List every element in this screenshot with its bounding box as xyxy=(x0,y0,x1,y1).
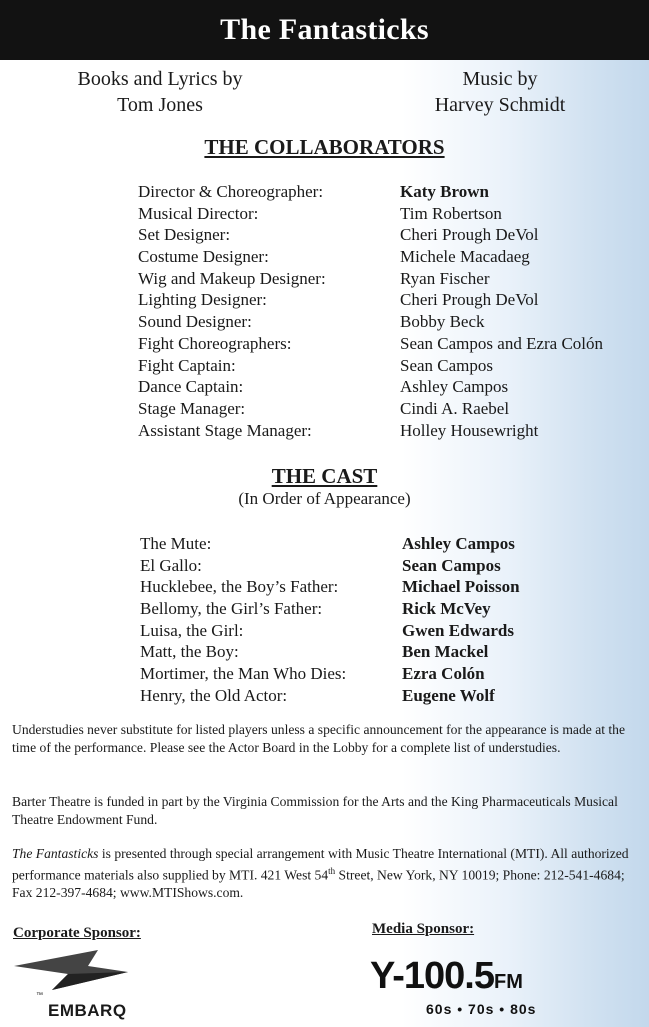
collaborator-name: Holley Housewright xyxy=(400,420,539,440)
collaborator-role: Director & Choreographer: xyxy=(138,182,324,201)
collaborator-name: Cindi A. Raebel xyxy=(400,398,510,418)
collaborator-row xyxy=(138,398,603,420)
collaborator-name: Cheri Prough DeVol xyxy=(400,290,539,310)
collaborator-row xyxy=(138,289,603,311)
cast-row xyxy=(140,663,520,685)
title-bar xyxy=(0,0,649,60)
collaborator-row xyxy=(138,181,603,203)
cast-role: Henry, the Old Actor: xyxy=(140,685,288,705)
collaborator-name: Ashley Campos xyxy=(400,377,509,397)
licensing-show-title: The Fantasticks xyxy=(12,846,99,861)
collaborator-role: Fight Captain: xyxy=(138,355,236,375)
collaborator-role: Stage Manager: xyxy=(138,398,246,418)
collaborator-row xyxy=(138,311,603,333)
cast-name: Sean Campos xyxy=(402,555,501,575)
collaborator-role: Fight Choreographers: xyxy=(138,333,292,353)
collaborator-name: Ryan Fischer xyxy=(400,268,490,288)
collaborator-row xyxy=(138,355,603,377)
collaborator-role: Dance Captain: xyxy=(138,377,244,397)
cast-role: Mortimer, the Man Who Dies: xyxy=(140,664,347,684)
collaborator-role: Assistant Stage Manager: xyxy=(138,420,312,440)
collaborators-list xyxy=(138,181,603,441)
radio-decades: 60s • 70s • 80s xyxy=(426,1001,537,1017)
collaborator-name: Cheri Prough DeVol xyxy=(400,225,539,245)
licensing-text-a: is presented through special arrangement with Music Theatre International (MTI). All authorized performance materials also supplied by MTI. 421 West 54 xyxy=(12,846,629,883)
licensing-note xyxy=(12,845,642,901)
collaborator-name: Tim Robertson xyxy=(400,203,502,223)
collaborators-heading: THE COLLABORATORS xyxy=(204,135,445,159)
collaborator-row xyxy=(138,376,603,398)
collaborator-name: Sean Campos xyxy=(400,355,494,375)
cast-role: Hucklebee, the Boy’s Father: xyxy=(140,577,339,597)
cast-role: Bellomy, the Girl’s Father: xyxy=(140,599,323,619)
collaborator-row xyxy=(138,203,603,225)
collaborator-role: Sound Designer: xyxy=(138,312,252,332)
music-label: Music by xyxy=(462,68,538,90)
corporate-sponsor-label: Corporate Sponsor: xyxy=(13,925,141,941)
radio-station-logo xyxy=(370,955,560,1021)
cast-role: The Mute: xyxy=(140,534,212,553)
understudies-note: Understudies never substitute for listed players unless a specific announcement for the appearance is made at the time of the performance. Please see the Actor Board in the Lobby for a complete list of understudies. xyxy=(12,722,626,755)
collaborator-role: Lighting Designer: xyxy=(138,290,267,310)
music-author: Harvey Schmidt xyxy=(434,94,566,116)
licensing-text-b: Street, New York, NY 10019; Phone: 212-541-4684; Fax 212-397-4684; www.MTIShows.com. xyxy=(12,867,625,900)
cast-role: Matt, the Boy: xyxy=(140,642,239,662)
collaborator-role: Wig and Makeup Designer: xyxy=(138,268,326,288)
collaborator-role: Costume Designer: xyxy=(138,247,269,267)
collaborator-row xyxy=(138,246,603,268)
radio-station-wordmark xyxy=(370,955,523,998)
collaborator-row xyxy=(138,333,603,355)
radio-station-name: Y-100.5 xyxy=(370,955,494,997)
music-credit xyxy=(395,66,605,118)
embarq-tm: ™ xyxy=(36,992,43,999)
page-title: The Fantasticks xyxy=(220,13,429,46)
cast-row xyxy=(140,620,520,642)
cast-name: Ashley Campos xyxy=(402,534,515,553)
collaborator-name: Katy Brown xyxy=(400,182,489,201)
cast-name: Michael Poisson xyxy=(402,577,520,597)
licensing-superscript: th xyxy=(328,865,336,876)
cast-name: Ben Mackel xyxy=(402,642,489,662)
book-lyrics-author: Tom Jones xyxy=(117,94,203,116)
collaborator-row xyxy=(138,268,603,290)
cast-subheading: (In Order of Appearance) xyxy=(238,489,411,508)
cast-row xyxy=(140,685,520,707)
cast-name: Eugene Wolf xyxy=(402,685,495,705)
embarq-logo xyxy=(12,944,172,1022)
funding-note: Barter Theatre is funded in part by the Virginia Commission for the Arts and the King Pharmaceuticals Musical Theatre Endowment Fund. xyxy=(12,794,618,827)
collaborator-name: Bobby Beck xyxy=(400,312,485,332)
cast-row xyxy=(140,576,520,598)
cast-role: Luisa, the Girl: xyxy=(140,620,244,640)
cast-row xyxy=(140,533,520,555)
cast-name: Rick McVey xyxy=(402,599,491,619)
cast-name: Gwen Edwards xyxy=(402,620,514,640)
collaborator-row xyxy=(138,224,603,246)
cast-list xyxy=(140,533,520,707)
media-sponsor-label: Media Sponsor: xyxy=(372,921,475,937)
cast-heading: THE CAST xyxy=(271,464,378,488)
cast-row xyxy=(140,641,520,663)
cast-row xyxy=(140,598,520,620)
cast-role: El Gallo: xyxy=(140,555,202,575)
collaborator-name: Sean Campos and Ezra Colón xyxy=(400,333,604,353)
book-lyrics-credit xyxy=(40,66,280,118)
cast-row xyxy=(140,555,520,577)
embarq-wordmark: EMBARQ xyxy=(48,1001,127,1020)
book-lyrics-label: Books and Lyrics by xyxy=(77,68,243,90)
cast-name: Ezra Colón xyxy=(402,664,485,684)
collaborator-name: Michele Macadaeg xyxy=(400,247,530,267)
collaborator-row xyxy=(138,420,603,442)
radio-band: FM xyxy=(494,971,523,993)
collaborator-role: Musical Director: xyxy=(138,203,259,223)
collaborator-role: Set Designer: xyxy=(138,225,231,245)
